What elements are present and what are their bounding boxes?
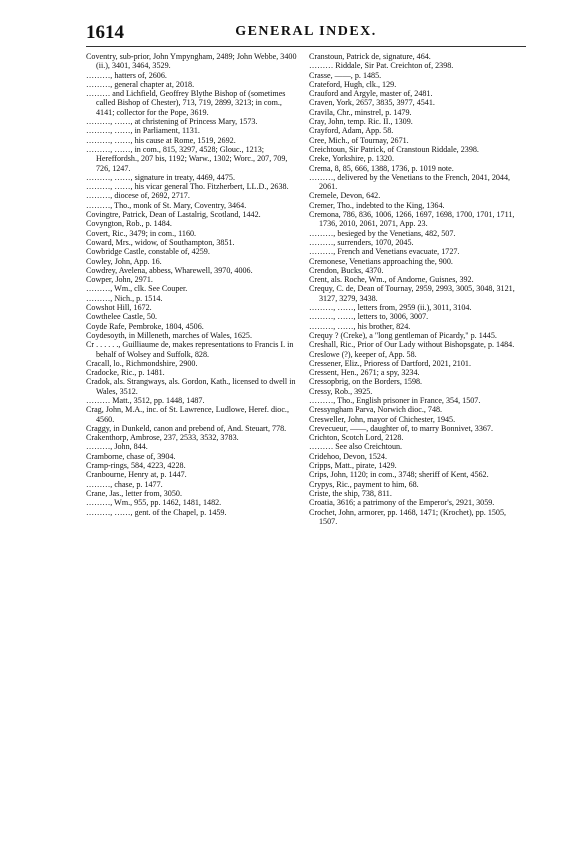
index-entry: Coward, Mrs., widow, of Southampton, 3851. (86, 237, 235, 247)
index-entry: ………, hatters of, 2606. (86, 70, 167, 80)
index-entry: Crochet, John, armorer, pp. 1468, 1471; (Krochet), pp. 1505, 1507. (309, 507, 507, 526)
index-entry: ………, ……, at christening of Princess Mary, 1573. (86, 117, 258, 127)
index-entry: ………, delivered by the Venetians to the French, 2041, 2044, 2061. (309, 172, 511, 192)
index-entry: Covert, Ric., 3479; in com., 1160. (86, 228, 197, 238)
index-entry: ………, ……, his brother, 824. (309, 321, 411, 331)
index-entry: Cremonese, Venetians approaching the, 900. (309, 256, 453, 266)
index-entry: ………, ……, in Parliament, 1131. (86, 126, 200, 136)
index-entry: Creshall, Ric., Prior of Our Lady without Bishopsgate, p. 1484. (309, 340, 515, 350)
index-entry: ……… Riddale, Sir Pat. Creichton of, 2398. (309, 61, 454, 71)
index-entry: Cremona, 786, 836, 1006, 1266, 1697, 1698, 1700, 1701, 1711, 1736, 2010, 2061, 2071, App. 23. (309, 210, 515, 229)
index-entry: ………, Tho., English prisoner in France, 354, 1507. (309, 395, 481, 405)
index-entry: Crakenthorp, Ambrose, 237, 2533, 3532, 3783. (86, 433, 239, 443)
index-entry: ………, general chapter at, 2018. (86, 79, 195, 89)
index-column-left (86, 52, 298, 517)
index-entry: ……… See also Creichtoun. (309, 442, 403, 452)
index-entry: Cressener, Eliz., Prioress of Dartford, 2021, 2101. (309, 358, 471, 368)
index-entry: Coventry, sub-prior, John Ympyngham, 2489; John Webbe, 3400 (ii.), 3401, 3464, 3529. (86, 52, 297, 71)
index-entry: ………, Nich., p. 1514. (86, 293, 163, 303)
index-entry: Cr . . . . . ., Guilliaume de, makes representations to Francis I. in behalf of Wolsey and Suffolk, 828. (86, 340, 294, 359)
index-entry: Cramborne, chase of, 3904. (86, 451, 176, 461)
index-entry: Creke, Yorkshire, p. 1320. (309, 154, 394, 164)
index-entry: Covyngton, Rob., p. 1484. (86, 219, 172, 229)
index-entry: Covingtre, Patrick, Dean of Lastalrig, Scotland, 1442. (86, 210, 261, 220)
index-entry: Crateford, Hugh, clk., 129. (309, 79, 397, 89)
index-entry: ………, ……, his cause at Rome, 1519, 2692. (86, 135, 236, 145)
index-entry: Cridehoo, Devon, 1524. (309, 451, 388, 461)
index-entry: ………, diocese of, 2692, 2717. (86, 191, 190, 201)
index-entry: ………, ……, his vicar general Tho. Fitzherbert, LL.D., 2638. (86, 182, 289, 192)
index-entry: Crauford and Argyle, master of, 2481. (309, 89, 433, 99)
index-entry: Cowdrey, Avelena, abbess, Wharewell, 3970, 4006. (86, 265, 253, 275)
index-entry: Crichton, Scotch Lord, 2128. (309, 433, 404, 443)
index-entry: ………, Wm., clk. See Couper. (86, 284, 188, 294)
index-entry: ………, ……, in com., 815, 3297, 4528; Glouc., 1213; Hereffordsh., 207 bis, 1192; Warw., 1302; Worc., 207, 709, 726, 1247. (86, 144, 288, 173)
index-entry: Crequy ? (Creke), a "long gentleman of Picardy," p. 1445. (309, 330, 497, 340)
index-entry: Cresweller, John, mayor of Chichester, 1945. (309, 414, 456, 424)
index-entry: Coydesoyth, in Milleneth, marches of Wales, 1625. (86, 330, 252, 340)
index-entry: Cree, Mich., of Tournay, 2671. (309, 135, 409, 145)
index-entry: Croatia, 3616; a patrimony of the Emperor's, 2921, 3059. (309, 498, 495, 508)
index-entry: ……… Matt., 3512, pp. 1448, 1487. (86, 395, 205, 405)
index-entry: Craggy, in Dunkeld, canon and prebend of, And. Steuart, 778. (86, 423, 287, 433)
index-entry: Criste, the ship, 738, 811. (309, 488, 392, 498)
index-entry: Cramp-rings, 584, 4223, 4228. (86, 461, 186, 471)
index-entry: Cremer, Tho., indebted to the King, 1364. (309, 200, 445, 210)
index-entry: Cowper, John, 2971. (86, 275, 153, 285)
index-entry: Cressopbrig, on the Borders, 1598. (309, 377, 423, 387)
index-entry: ………, ……, letters from, 2959 (ii.), 3011, 3104. (309, 303, 472, 313)
index-column-right (309, 52, 521, 526)
index-entry: ………, ……, gent. of the Chapel, p. 1459. (86, 507, 227, 517)
index-entry: Crasse, ——, p. 1485. (309, 70, 382, 80)
index-entry: ………, Wm., 955, pp. 1462, 1481, 1482. (86, 498, 222, 508)
page-number: 1614 (86, 22, 124, 43)
index-entry: ……… and Lichfield, Geoffrey Blythe Bishop of (sometimes called Bishop of Chester), 713, 719, 2899, 3213; in com., 4141; collector for the Pope, 3619. (86, 89, 286, 117)
index-entry: Craven, York, 2657, 3835, 3977, 4541. (309, 98, 435, 108)
page-header (86, 22, 526, 44)
index-entry: ………, chase, p. 1477. (86, 479, 163, 489)
running-title: GENERAL INDEX. (235, 24, 377, 39)
index-entry: Cripps, Matt., pirate, 1429. (309, 461, 397, 471)
header-rule (86, 46, 526, 47)
index-entry: Crayford, Adam, App. 58. (309, 126, 394, 136)
index-entry: Cowthelee Castle, 50. (86, 312, 158, 322)
index-entry: ………, ……, signature in treaty, 4469, 4475. (86, 172, 235, 182)
index-entry: Cressent, Hen., 2671; a spy, 3234. (309, 368, 420, 378)
index-entry: ………, ……, letters to, 3006, 3007. (309, 312, 429, 322)
index-entry: ………, French and Venetians evacuate, 1727. (309, 247, 460, 257)
index-entry: Cradok, als. Strangways, als. Gordon, Kath., licensed to dwell in Wales, 3512. (86, 377, 296, 396)
index-entry: Cranbourne, Henry at, p. 1447. (86, 470, 187, 480)
index-entry: Cradocke, Ric., p. 1481. (86, 368, 165, 378)
index-entry: Cranstoun, Patrick de, signature, 464. (309, 52, 431, 61)
index-entry: Cowbridge Castle, constable of, 4259. (86, 247, 210, 257)
index-entry: Crequy, C. de, Dean of Tournay, 2959, 2993, 3005, 3048, 3121, 3127, 3279, 3438. (309, 284, 515, 303)
index-entry: Crema, 8, 85, 666, 1388, 1736, p. 1019 note. (309, 163, 454, 173)
index-entry: Cowley, John, App. 16. (86, 256, 162, 266)
index-entry: ………, John, 844. (86, 442, 148, 452)
index-entry: ………, besieged by the Venetians, 482, 507. (309, 228, 456, 238)
index-entry: Crevecueur, ——, daughter of, to marry Bonnivet, 3367. (309, 423, 493, 433)
index-entry: Cressy, Rob., 3925. (309, 386, 373, 396)
index-entry: Cressyngham Parva, Norwich dioc., 748. (309, 405, 443, 415)
index-entry: ………, surrenders, 1070, 2045. (309, 237, 414, 247)
index-entry: Crent, als. Roche, Wm., of Andorne, Guisnes, 392. (309, 275, 474, 285)
index-entry: Cray, John, temp. Ric. II., 1309. (309, 117, 413, 127)
index-entry: Crane, Jas., letter from, 3050. (86, 488, 182, 498)
index-entry: Cowshot Hill, 1672. (86, 303, 152, 313)
index-entry: Crips, John, 1120; in com., 3748; sheriff of Kent, 4562. (309, 470, 489, 480)
index-entry: Crendon, Bucks, 4370. (309, 265, 384, 275)
index-entry: ………, Tho., monk of St. Mary, Coventry, 3464. (86, 200, 247, 210)
index-entry: Crypys, Ric., payment to him, 68. (309, 479, 419, 489)
index-entry: Creichtoun, Sir Patrick, of Cranstoun Riddale, 2398. (309, 144, 479, 154)
index-entry: Crag, John, M.A., inc. of St. Lawrence, Ludlowe, Heref. dioc., 4560. (86, 405, 289, 424)
index-entry: Cremele, Devon, 642. (309, 191, 381, 201)
index-entry: Creslowe (?), keeper of, App. 58. (309, 349, 417, 359)
index-entry: Cravila, Chr., minstrel, p. 1479. (309, 107, 412, 117)
index-entry: Coyde Rafe, Pembroke, 1804, 4506. (86, 321, 204, 331)
index-entry: Cracall, lo., Richmondshire, 2900. (86, 358, 198, 368)
